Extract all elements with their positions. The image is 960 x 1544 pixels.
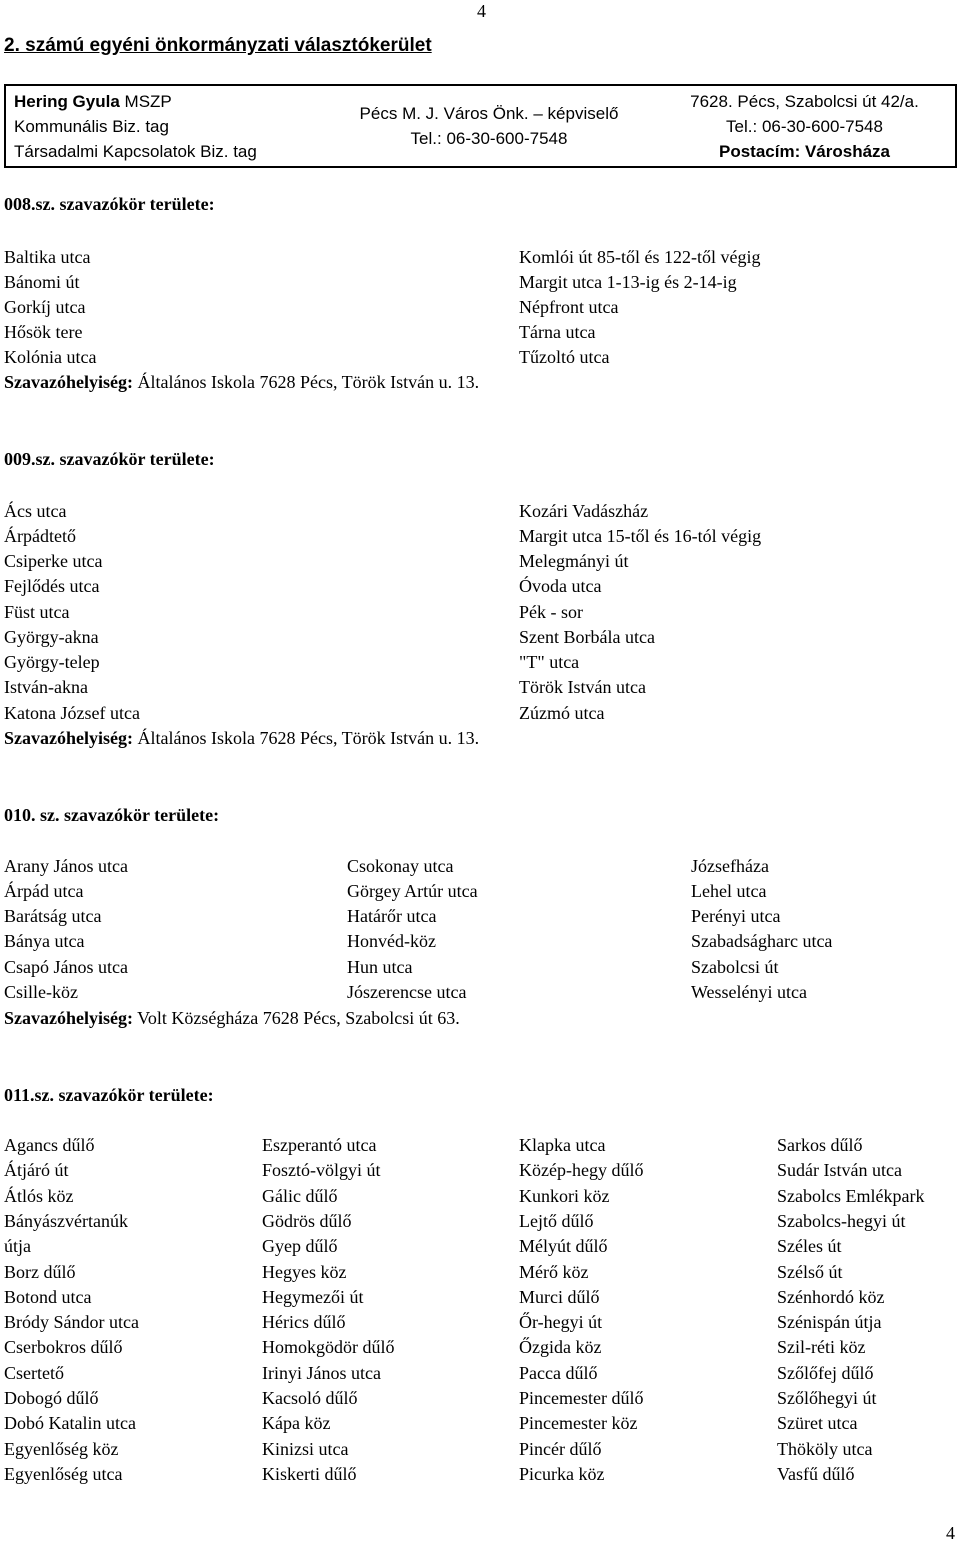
representative-role: Pécs M. J. Város Önk. – képviselő — [359, 104, 619, 123]
list-item: Bánya utca — [4, 931, 85, 951]
polling-place-text: Általános Iskola 7628 Pécs, Török István u. 13. — [132, 728, 480, 748]
list-item: Árpádtető — [4, 526, 76, 546]
list-item: Cserbokros dűlő — [4, 1337, 123, 1357]
polling-label: Szavazóhelyiség: — [4, 372, 133, 392]
list-item: Pacca dűlő — [519, 1363, 598, 1383]
representative-phone-right: Tel.: 06-30-600-7548 — [726, 116, 883, 136]
list-item: Fosztó-völgyi út — [262, 1160, 381, 1180]
list-item: István-akna — [4, 677, 88, 697]
list-item: Kolónia utca — [4, 347, 97, 367]
list-item: Mélyút dűlő — [519, 1236, 608, 1256]
list-item: Borz dűlő — [4, 1262, 76, 1282]
polling-label: Szavazóhelyiség: — [4, 728, 133, 748]
list-item: Széles út — [777, 1236, 842, 1256]
list-item: Görgey Artúr utca — [347, 881, 478, 901]
representative-contact-cell — [654, 85, 956, 167]
list-item: Gorkíj utca — [4, 297, 86, 317]
list-item: Dobó Katalin utca — [4, 1413, 136, 1433]
list-item: Kozári Vadászház — [519, 501, 649, 521]
list-item: Bánomi út — [4, 272, 80, 292]
representative-mail: Postacím: Városháza — [718, 141, 890, 161]
list-item: György-akna — [4, 627, 99, 647]
list-item: Szabadságharc utca — [691, 931, 833, 951]
list-item: Gödrös dűlő — [262, 1211, 352, 1231]
list-item: Barátság utca — [4, 906, 102, 926]
list-item: Kacsoló dűlő — [262, 1388, 358, 1408]
list-item: Homokgödör dűlő — [262, 1337, 395, 1357]
polling-place-text: Volt Községháza 7628 Pécs, Szabolcsi út 63. — [132, 1008, 460, 1028]
list-item: Szüret utca — [777, 1413, 858, 1433]
list-item: Tűzoltó utca — [519, 347, 610, 367]
committee-2: Társadalmi Kapcsolatok Biz. tag — [14, 141, 257, 161]
list-item: Szénispán útja — [777, 1312, 882, 1332]
list-item: Baltika utca — [4, 247, 91, 267]
list-item: Margit utca 15-től és 16-tól végig — [519, 526, 762, 546]
list-item: Füst utca — [4, 602, 70, 622]
list-item: Csertető — [4, 1363, 64, 1383]
list-item: Szőlőhegyi út — [777, 1388, 877, 1408]
representative-phone-mid: Tel.: 06-30-600-7548 — [410, 129, 568, 148]
list-item: Szabolcs-hegyi út — [777, 1211, 906, 1231]
list-item: Közép-hegy dűlő — [519, 1160, 644, 1180]
list-item: Sudár István utca — [777, 1160, 902, 1180]
list-item: Arany János utca — [4, 856, 128, 876]
list-item: Botond utca — [4, 1287, 92, 1307]
list-item: Pincér dűlő — [519, 1439, 602, 1459]
list-item: Vasfű dűlő — [777, 1464, 855, 1484]
list-item: Szabolcsi út — [691, 957, 779, 977]
list-item: Mérő köz — [519, 1262, 589, 1282]
list-item: Szil-réti köz — [777, 1337, 866, 1357]
list-item: Csille-köz — [4, 982, 78, 1002]
list-item: Agancs dűlő — [4, 1135, 95, 1155]
list-item: Szőlőfej dűlő — [777, 1363, 874, 1383]
list-item: Átlós köz — [4, 1186, 74, 1206]
list-item: Picurka köz — [519, 1464, 605, 1484]
list-item: Hegymezői út — [262, 1287, 364, 1307]
list-item: Átjáró út — [4, 1160, 69, 1180]
committee-1: Kommunális Biz. tag — [14, 116, 169, 136]
list-item: Wesselényi utca — [691, 982, 808, 1002]
list-item: Szabolcs Emlékpark — [777, 1186, 925, 1206]
representative-address: 7628. Pécs, Szabolcsi út 42/a. — [690, 91, 919, 111]
list-item: Gyep dűlő — [262, 1236, 338, 1256]
list-item: Jószerencse utca — [347, 982, 467, 1002]
list-item: Katona József utca — [4, 703, 140, 723]
list-item: Perényi utca — [691, 906, 781, 926]
list-item: Határőr utca — [347, 906, 437, 926]
list-item: Szénhordó köz — [777, 1287, 885, 1307]
page-number-top: 4 — [477, 1, 486, 21]
list-item: Lejtő dűlő — [519, 1211, 594, 1231]
list-item: Eszperantó utca — [262, 1135, 377, 1155]
polling-place-009 — [4, 727, 479, 749]
list-item: Bányászvértanúk — [4, 1211, 128, 1231]
list-item: Kunkori köz — [519, 1186, 610, 1206]
list-item: Honvéd-köz — [347, 931, 436, 951]
representative-name: Hering Gyula — [14, 91, 120, 111]
list-item: Sarkos dűlő — [777, 1135, 863, 1155]
list-item: "T" utca — [519, 652, 580, 672]
list-item: Klapka utca — [519, 1135, 606, 1155]
list-item: Hegyes köz — [262, 1262, 347, 1282]
polling-place-text: Általános Iskola 7628 Pécs, Török István u. 13. — [132, 372, 480, 392]
list-item: Pincemester dűlő — [519, 1388, 644, 1408]
section-title-010: 010. sz. szavazókör területe: — [4, 805, 220, 825]
list-item: Murci dűlő — [519, 1287, 600, 1307]
list-item: Bródy Sándor utca — [4, 1312, 139, 1332]
list-item: Őzgida köz — [519, 1337, 602, 1357]
district-heading: 2. számú egyéni önkormányzati választókerület — [4, 35, 432, 56]
list-item: Csokonay utca — [347, 856, 454, 876]
representative-party: MSZP — [119, 91, 172, 111]
list-item: Ács utca — [4, 501, 67, 521]
list-item: Melegmányi út — [519, 551, 629, 571]
polling-label: Szavazóhelyiség: — [4, 1008, 133, 1028]
list-item: Lehel utca — [691, 881, 767, 901]
list-item: Pék - sor — [519, 602, 583, 622]
representative-info — [5, 85, 324, 167]
list-item: Hérics dűlő — [262, 1312, 346, 1332]
list-item: Dobogó dűlő — [4, 1388, 99, 1408]
list-item: Egyenlőség köz — [4, 1439, 119, 1459]
list-item: Kinizsi utca — [262, 1439, 349, 1459]
list-item: Komlói út 85-től és 122-től végig — [519, 247, 761, 267]
list-item: György-telep — [4, 652, 100, 672]
section-title-009: 009.sz. szavazókör területe: — [4, 449, 215, 469]
list-item: Török István utca — [519, 677, 646, 697]
list-item: Józsefháza — [691, 856, 769, 876]
list-item: Szent Borbála utca — [519, 627, 655, 647]
polling-place-010 — [4, 1007, 460, 1029]
list-item: Gálic dűlő — [262, 1186, 338, 1206]
list-item: Fejlődés utca — [4, 576, 100, 596]
representative-table — [4, 84, 957, 168]
section-title-011: 011.sz. szavazókör területe: — [4, 1085, 214, 1105]
list-item: Margit utca 1-13-ig és 2-14-ig — [519, 272, 737, 292]
list-item: Zúzmó utca — [519, 703, 605, 723]
list-item: Tárna utca — [519, 322, 596, 342]
list-item: Thököly utca — [777, 1439, 873, 1459]
list-item: Csiperke utca — [4, 551, 103, 571]
list-item: Csapó János utca — [4, 957, 128, 977]
list-item: Kápa köz — [262, 1413, 331, 1433]
list-item: Őr-hegyi út — [519, 1312, 603, 1332]
polling-place-008 — [4, 371, 479, 393]
list-item: Irinyi János utca — [262, 1363, 381, 1383]
list-item: Népfront utca — [519, 297, 619, 317]
list-item: Kiskerti dűlő — [262, 1464, 357, 1484]
section-title-008: 008.sz. szavazókör területe: — [4, 194, 215, 214]
list-item: Hősök tere — [4, 322, 83, 342]
list-item: Szélső út — [777, 1262, 843, 1282]
representative-role-cell — [324, 85, 654, 167]
list-item: Árpád utca — [4, 881, 84, 901]
list-item: Óvoda utca — [519, 576, 602, 596]
list-item: Hun utca — [347, 957, 413, 977]
list-item: Pincemester köz — [519, 1413, 638, 1433]
list-item: útja — [4, 1236, 31, 1256]
page-number-bottom: 4 — [946, 1523, 955, 1543]
list-item: Egyenlőség utca — [4, 1464, 123, 1484]
